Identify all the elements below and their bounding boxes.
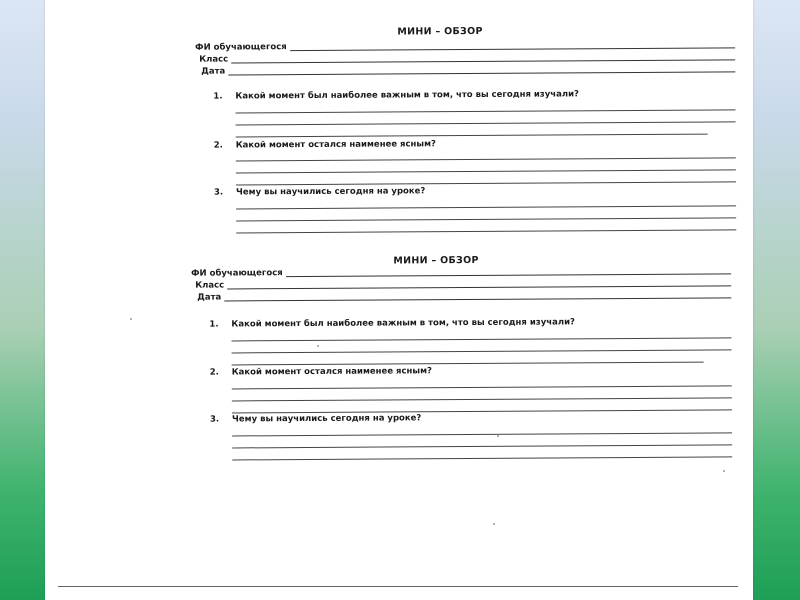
answer-line[interactable] bbox=[232, 337, 732, 341]
question-3 bbox=[214, 186, 425, 197]
date-line bbox=[224, 297, 731, 301]
question-text: Какой момент был наиболее важным в том, что вы сегодня изучали? bbox=[231, 317, 576, 330]
answer-line[interactable] bbox=[236, 109, 736, 113]
class-field[interactable] bbox=[195, 277, 731, 290]
class-field[interactable] bbox=[199, 51, 735, 64]
question-number: 2. bbox=[209, 367, 219, 378]
question-3 bbox=[210, 413, 421, 424]
question-text: Какой момент остался наименее ясным? bbox=[235, 139, 437, 151]
answer-line[interactable] bbox=[232, 385, 732, 389]
answer-line[interactable] bbox=[236, 181, 736, 185]
answer-line[interactable] bbox=[236, 217, 736, 221]
scan-speck bbox=[130, 318, 132, 320]
question-2 bbox=[210, 366, 432, 377]
worksheet-1 bbox=[145, 24, 736, 253]
student-name-field[interactable] bbox=[195, 39, 735, 52]
answer-line[interactable] bbox=[232, 362, 704, 366]
answer-line[interactable] bbox=[236, 205, 736, 209]
student-name-line bbox=[290, 47, 735, 51]
date-field[interactable] bbox=[197, 289, 731, 302]
answer-line[interactable] bbox=[236, 169, 736, 173]
answer-line[interactable] bbox=[232, 432, 732, 436]
student-name-field[interactable] bbox=[191, 265, 731, 278]
question-number: 2. bbox=[213, 140, 223, 151]
answer-line[interactable] bbox=[232, 456, 732, 460]
date-line bbox=[228, 71, 735, 75]
answer-line[interactable] bbox=[236, 134, 708, 138]
class-label: Класс bbox=[199, 54, 229, 65]
scan-speck bbox=[493, 523, 495, 525]
question-text: Какой момент был наиболее важным в том, что вы сегодня изучали? bbox=[235, 89, 580, 102]
answer-line[interactable] bbox=[236, 121, 736, 125]
answer-line[interactable] bbox=[236, 157, 736, 161]
date-field[interactable] bbox=[201, 63, 735, 76]
date-label: Дата bbox=[197, 292, 222, 303]
question-1 bbox=[209, 317, 575, 329]
worksheet-2 bbox=[141, 253, 732, 482]
question-1 bbox=[213, 89, 579, 101]
worksheet-title: МИНИ – ОБЗОР bbox=[393, 254, 479, 267]
question-number: 1. bbox=[209, 319, 219, 330]
question-number: 3. bbox=[213, 187, 224, 198]
answer-line[interactable] bbox=[232, 409, 732, 413]
worksheet-title: МИНИ – ОБЗОР bbox=[397, 25, 483, 38]
class-label: Класс bbox=[195, 280, 225, 291]
page-bottom-rule bbox=[58, 586, 738, 587]
question-number: 3. bbox=[209, 414, 220, 425]
student-name-label: ФИ обучающегося bbox=[195, 42, 287, 53]
answer-line[interactable] bbox=[232, 349, 732, 353]
scan-speck bbox=[317, 345, 319, 347]
scanned-page bbox=[45, 0, 753, 600]
question-2 bbox=[214, 139, 436, 150]
question-text: Чему вы научились сегодня на уроке? bbox=[231, 413, 422, 425]
answer-line[interactable] bbox=[236, 229, 736, 233]
scan-speck bbox=[723, 470, 725, 472]
question-text: Чему вы научились сегодня на уроке? bbox=[235, 186, 426, 198]
date-label: Дата bbox=[201, 66, 226, 77]
question-number: 1. bbox=[213, 91, 223, 102]
scan-speck bbox=[497, 435, 499, 437]
student-name-label: ФИ обучающегося bbox=[191, 268, 283, 279]
question-text: Какой момент остался наименее ясным? bbox=[231, 366, 432, 378]
answer-line[interactable] bbox=[232, 444, 732, 448]
student-name-line bbox=[286, 273, 731, 277]
answer-line[interactable] bbox=[232, 397, 732, 401]
